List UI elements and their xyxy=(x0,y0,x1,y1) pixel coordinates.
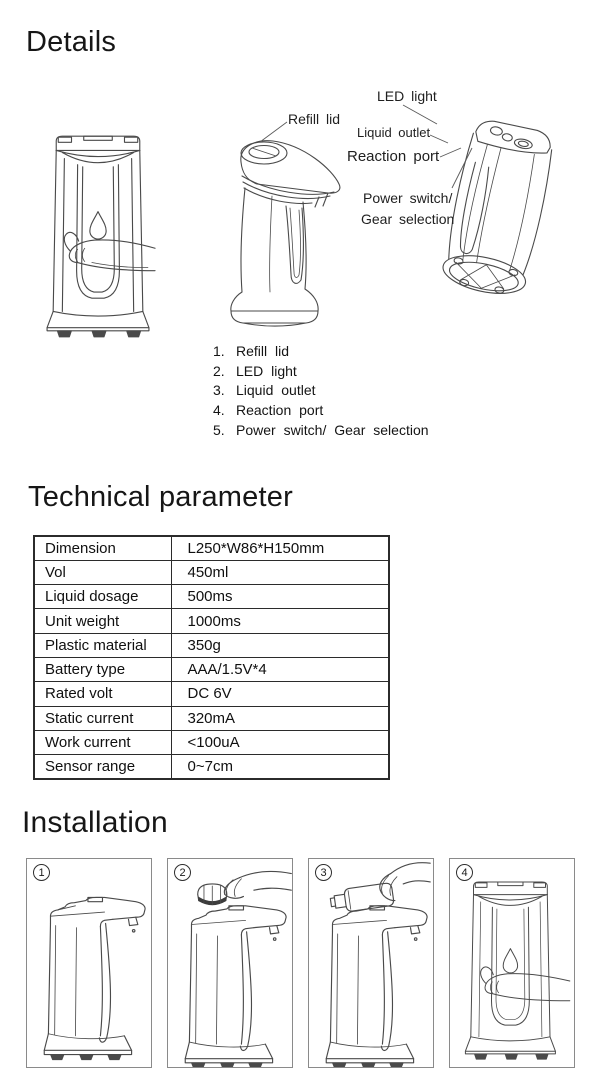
step-number-badge: 3 xyxy=(315,864,332,881)
spec-row xyxy=(34,609,389,633)
spec-name-cell: Static current xyxy=(34,706,171,730)
spec-row xyxy=(34,560,389,584)
installation-step-3 xyxy=(308,858,434,1068)
hand-icon xyxy=(380,863,430,901)
callout-liquid-outlet: Liquid outlet xyxy=(357,125,431,140)
spec-value-cell: 1000ms xyxy=(171,609,389,633)
liquid-outlet-drawing xyxy=(502,133,513,142)
spec-value-cell: <100uA xyxy=(171,730,389,754)
details-title: Details xyxy=(26,26,117,58)
parts-legend xyxy=(213,341,429,440)
installation-step-2 xyxy=(167,858,293,1068)
callout-reaction-port: Reaction port xyxy=(347,148,440,165)
spec-name-cell: Liquid dosage xyxy=(34,585,171,609)
step-3-refill-drawing xyxy=(309,859,435,1067)
dispenser-front-view-drawing xyxy=(40,126,156,342)
spec-value-cell: 450ml xyxy=(171,560,389,584)
refill-lid-drawing xyxy=(198,884,227,905)
installation-title: Installation xyxy=(22,806,168,839)
spec-name-cell: Dimension xyxy=(34,536,171,560)
spec-name-cell: Plastic material xyxy=(34,633,171,657)
spec-row xyxy=(34,682,389,706)
installation-steps xyxy=(26,858,575,1068)
step-2-open-lid-drawing xyxy=(168,859,294,1067)
installation-step-4 xyxy=(449,858,575,1068)
spec-row xyxy=(34,536,389,560)
spec-row xyxy=(34,633,389,657)
water-drop-icon xyxy=(90,212,106,240)
spec-name-cell: Unit weight xyxy=(34,609,171,633)
spec-value-cell: 0~7cm xyxy=(171,755,389,779)
spec-row xyxy=(34,657,389,681)
spec-name-cell: Sensor range xyxy=(34,755,171,779)
step-number-badge: 4 xyxy=(456,864,473,881)
dispenser-perspective-view-drawing xyxy=(224,134,346,336)
callout-refill-lid: Refill lid xyxy=(288,111,341,127)
spec-row xyxy=(34,755,389,779)
legend-item: 3. Liquid outlet xyxy=(213,382,316,399)
spec-name-cell: Vol xyxy=(34,560,171,584)
callout-led-light: LED light xyxy=(377,88,437,104)
spec-value-cell: 350g xyxy=(171,633,389,657)
technical-title: Technical parameter xyxy=(28,481,293,513)
step-4-use-drawing xyxy=(450,859,576,1067)
legend-item: 4. Reaction port xyxy=(213,402,324,419)
spec-value-cell: 320mA xyxy=(171,706,389,730)
legend-item: 2. LED light xyxy=(213,362,297,379)
spec-row xyxy=(34,585,389,609)
water-drop-icon xyxy=(503,949,517,973)
legend-item: 5. Power switch/ Gear selection xyxy=(213,422,429,439)
step-number-badge: 2 xyxy=(174,864,191,881)
spec-table xyxy=(33,535,390,780)
spec-name-cell: Rated volt xyxy=(34,682,171,706)
spec-name-cell: Work current xyxy=(34,730,171,754)
spec-value-cell: 500ms xyxy=(171,585,389,609)
spec-row xyxy=(34,706,389,730)
spec-name-cell: Battery type xyxy=(34,657,171,681)
spec-value-cell: L250*W86*H150mm xyxy=(171,536,389,560)
spec-value-cell: AAA/1.5V*4 xyxy=(171,657,389,681)
power-switch-drawing xyxy=(518,140,529,147)
legend-item: 1. Refill lid xyxy=(213,342,290,359)
step-number-badge: 1 xyxy=(33,864,50,881)
reaction-port-drawing xyxy=(514,138,533,151)
hand-icon xyxy=(224,871,291,898)
step-1-side-view-drawing xyxy=(27,859,153,1067)
hand-icon xyxy=(481,967,570,1001)
callout-power-switch: Power switch/ xyxy=(363,190,453,206)
refill-lid-drawing xyxy=(241,142,287,164)
led-light-drawing xyxy=(490,126,503,136)
spec-row xyxy=(34,730,389,754)
dispenser-tilted-view-drawing xyxy=(428,104,568,316)
installation-step-1 xyxy=(26,858,152,1068)
spec-value-cell: DC 6V xyxy=(171,682,389,706)
callout-gear-selection: Gear selection xyxy=(361,211,455,227)
